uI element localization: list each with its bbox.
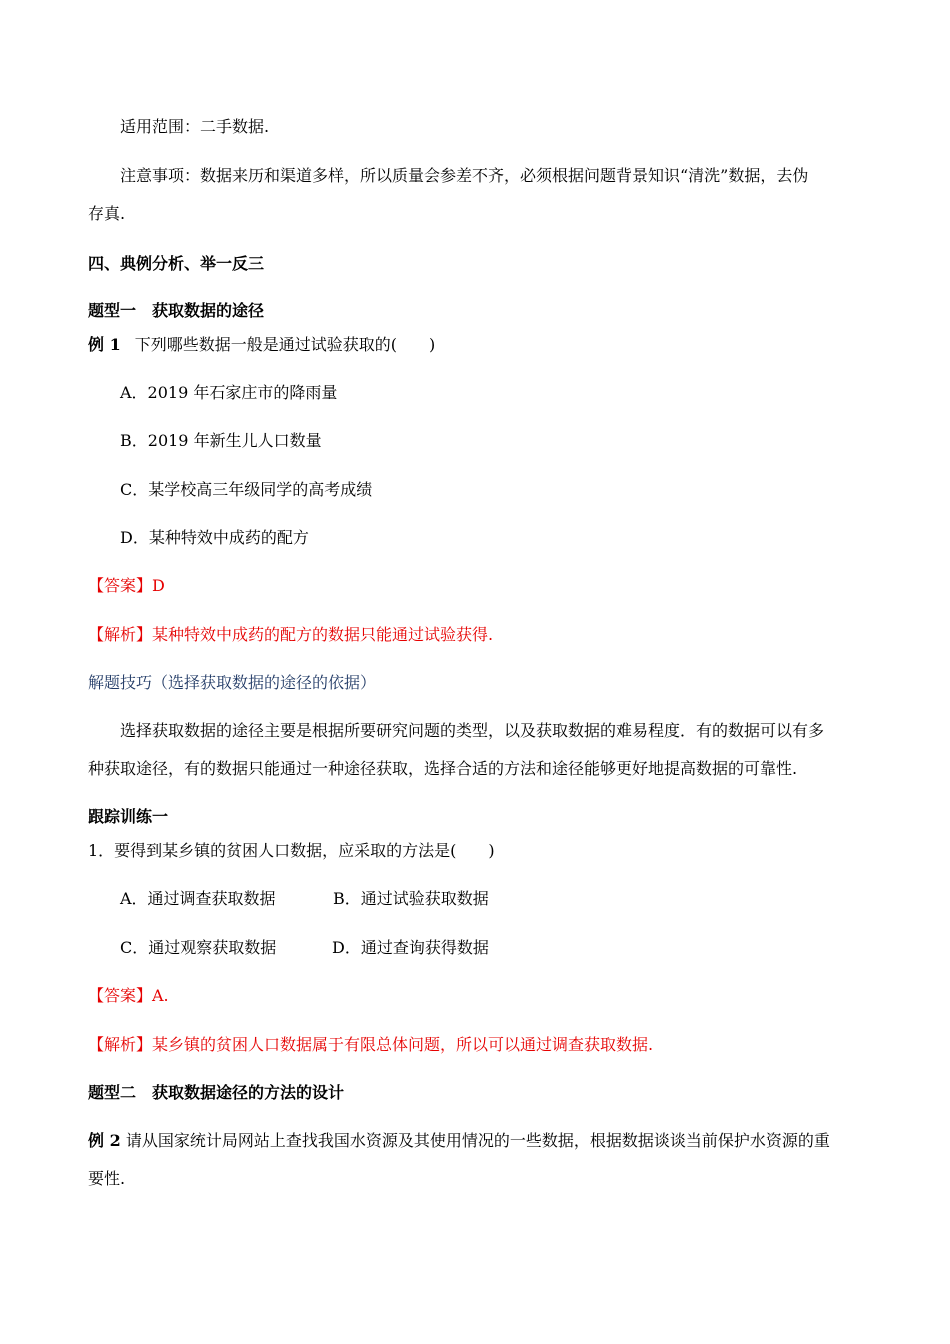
type2-heading: 题型二 获取数据途径的方法的设计 — [88, 1083, 345, 1102]
type1-heading: 题型一 获取数据的途径 — [88, 301, 265, 320]
tip-line-2: 种获取途径，有的数据只能通过一种途径获取，选择合适的方法和途径能够更好地提高数据的可靠性. — [88, 759, 798, 778]
example1-option-c: C．某学校高三年级同学的高考成绩 — [120, 480, 373, 499]
scope-text: 适用范围：二手数据. — [120, 117, 270, 136]
example1-answer: 【答案】D — [88, 576, 165, 595]
example1-analysis: 【解析】某种特效中成药的配方的数据只能通过试验获得. — [88, 625, 494, 644]
tip-title: 解题技巧（选择获取数据的途径的依据） — [88, 673, 377, 692]
example2-line-2: 要性. — [88, 1169, 126, 1188]
example1-question — [88, 335, 435, 355]
practice1-option-b: B．通过试验获取数据 — [333, 889, 489, 908]
practice1-option-a: A．通过调查获取数据 — [120, 889, 276, 908]
practice1-analysis: 【解析】某乡镇的贫困人口数据属于有限总体问题，所以可以通过调查获取数据. — [88, 1035, 654, 1054]
practice1-option-c: C．通过观察获取数据 — [120, 938, 277, 957]
example1-question-text: 下列哪些数据一般是通过试验获取的( ) — [134, 335, 436, 354]
example1-option-d: D．某种特效中成药的配方 — [120, 528, 309, 547]
practice1-option-d: D．通过查询获得数据 — [332, 938, 489, 957]
example1-option-a: A．2019 年石家庄市的降雨量 — [120, 383, 338, 402]
notes-line-2: 存真. — [88, 204, 126, 223]
practice1-question: 1．要得到某乡镇的贫困人口数据，应采取的方法是( ) — [88, 841, 495, 860]
practice1-heading: 跟踪训练一 — [88, 807, 169, 826]
example1-option-b: B．2019 年新生儿人口数量 — [120, 431, 322, 450]
example2-question — [88, 1131, 830, 1151]
example2-label: 例 2 — [88, 1131, 121, 1150]
practice1-options-row-1 — [120, 889, 820, 909]
practice1-answer: 【答案】A. — [88, 986, 169, 1005]
notes-line-1: 注意事项：数据来历和渠道多样，所以质量会参差不齐，必须根据问题背景知识“清洗”数据，去伪 — [120, 166, 809, 185]
practice1-options-row-2 — [120, 938, 820, 958]
tip-line-1: 选择获取数据的途径主要是根据所要研究问题的类型，以及获取数据的难易程度．有的数据可以有多 — [120, 721, 825, 740]
section-heading: 四、典例分析、举一反三 — [88, 254, 265, 273]
example1-label: 例 1 — [88, 335, 121, 354]
example2-line-1: 请从国家统计局网站上查找我国水资源及其使用情况的一些数据，根据数据谈谈当前保护水资源的重 — [125, 1131, 830, 1150]
